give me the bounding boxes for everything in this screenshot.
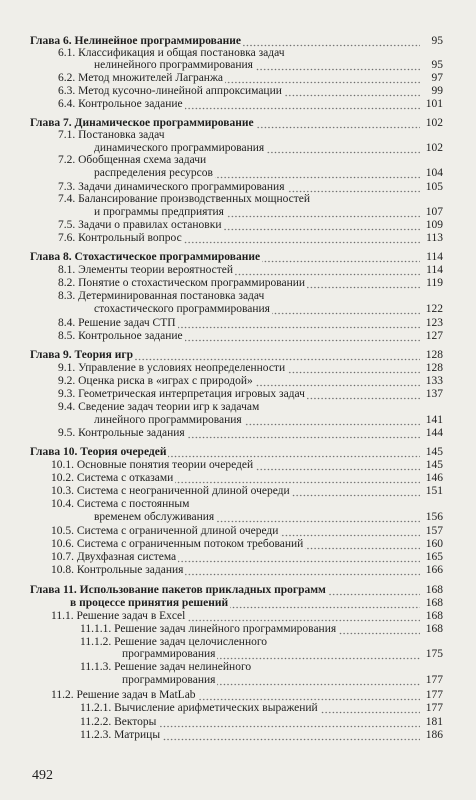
entry-title: 7.1. Постановка задач [58, 129, 165, 141]
entry-title: 10.7. Двухфазная система [51, 551, 177, 563]
entry-title: 10.4. Система с постоянным [51, 498, 190, 510]
entry-title: 11.1. Решение задач в Excel [51, 610, 186, 622]
entry-page-number: 122 [425, 303, 443, 315]
entry-title: 9.1. Управление в условиях неопределенности [58, 362, 286, 374]
entry-title: 6.1. Классификация и общая постановка задач [58, 47, 285, 59]
entry-page-number: 104 [425, 167, 443, 179]
entry-title: Глава 10. Теория очередей [30, 446, 167, 458]
entry-page-number: 114 [426, 264, 443, 276]
entry-title: 8.4. Решение задач СТП [58, 317, 176, 329]
page-number: 492 [32, 768, 53, 783]
entry-page-number: 105 [425, 181, 443, 193]
entry-title: линейного программирования [94, 414, 242, 426]
entry-page-number: 107 [425, 206, 443, 218]
entry-page-number: 177 [425, 702, 443, 714]
entry-title: 11.2.2. Векторы [80, 716, 157, 728]
entry-title: Глава 8. Стохастическое программирование [30, 251, 261, 263]
entry-page-number: 99 [431, 85, 443, 97]
entry-page-number: 145 [425, 446, 443, 458]
entry-title: распределения ресурсов [94, 167, 213, 179]
entry-title: Глава 7. Динамическое программирование [30, 117, 254, 129]
entry-title: 7.3. Задачи динамического программирования [58, 181, 285, 193]
entry-page-number: 141 [425, 414, 443, 426]
entry-page-number: 114 [426, 251, 443, 263]
entry-title: Глава 6. Нелинейное программирование [30, 35, 242, 47]
entry-page-number: 156 [425, 511, 443, 523]
entry-page-number: 128 [425, 362, 443, 374]
entry-title: 10.2. Система с отказами [51, 472, 174, 484]
entry-title: 9.4. Сведение задач теории игр к задачам [58, 401, 260, 413]
entry-page-number: 101 [425, 98, 443, 110]
entry-title: 10.8. Контрольные задания [51, 564, 184, 576]
entry-title: 9.2. Оценка риска в «играх с природой» [58, 375, 253, 387]
entry-page-number: 160 [425, 538, 443, 550]
entry-title: 10.6. Система с ограниченным потоком требований [51, 538, 304, 550]
entry-title: 8.5. Контрольное задание [58, 330, 183, 342]
entry-page-number: 181 [425, 716, 443, 728]
entry-page-number: 119 [426, 277, 443, 289]
entry-title: 9.3. Геометрическая интерпретация игровых задач [58, 388, 305, 400]
entry-page-number: 177 [425, 689, 443, 701]
entry-page-number: 168 [425, 623, 443, 635]
entry-page-number: 177 [425, 674, 443, 686]
entry-title: 11.1.1. Решение задач линейного программирования [80, 623, 337, 635]
entry-page-number: 133 [425, 375, 443, 387]
entry-title: 6.2. Метод множителей Лагранжа [58, 72, 223, 84]
entry-page-number: 168 [425, 610, 443, 622]
entry-title: 7.5. Задачи о правилах остановки [58, 219, 222, 231]
entry-title: динамического программирования [94, 142, 265, 154]
entry-title: 6.4. Контрольное задание [58, 98, 183, 110]
entry-page-number: 166 [425, 564, 443, 576]
entry-title: 7.6. Контрольный вопрос [58, 232, 182, 244]
entry-page-number: 146 [425, 472, 443, 484]
entry-title: стохастического программирования [94, 303, 270, 315]
entry-title: 9.5. Контрольные задания [58, 427, 185, 439]
entry-title: программирования [122, 674, 216, 686]
entry-page-number: 128 [425, 349, 443, 361]
entry-title: 11.2.3. Матрицы [80, 729, 161, 741]
entry-title: 11.2. Решение задач в MatLab [51, 689, 196, 701]
entry-title: 7.2. Обобщенная схема задачи [58, 154, 207, 166]
entry-page-number: 157 [425, 525, 443, 537]
entry-page-number: 97 [431, 72, 443, 84]
entry-title: в процессе принятия решений [70, 597, 229, 609]
entry-title: нелинейного программирования [94, 59, 253, 71]
entry-page-number: 109 [425, 219, 443, 231]
entry-title: 11.1.2. Решение задач целочисленного [80, 636, 268, 648]
entry-page-number: 145 [425, 459, 443, 471]
entry-title: временем обслуживания [94, 511, 215, 523]
entry-page-number: 137 [425, 388, 443, 400]
entry-page-number: 168 [425, 597, 443, 609]
entry-page-number: 186 [425, 729, 443, 741]
entry-page-number: 123 [425, 317, 443, 329]
entry-title: 11.2.1. Вычисление арифметических выражений [80, 702, 318, 714]
entry-title: 10.3. Система с неограниченной длиной очереди [51, 485, 290, 497]
entry-title: программирования [122, 648, 216, 660]
entry-title: Глава 11. Использование пакетов прикладных программ [30, 584, 326, 596]
entry-page-number: 95 [431, 59, 443, 71]
entry-page-number: 144 [425, 427, 443, 439]
entry-page-number: 102 [425, 117, 443, 129]
entry-title: 8.3. Детерминированная постановка задач [58, 290, 265, 302]
entry-title: Глава 9. Теория игр [30, 349, 134, 361]
entry-page-number: 175 [425, 648, 443, 660]
entry-page-number: 102 [425, 142, 443, 154]
entry-title: 6.3. Метод кусочно-линейной аппроксимации [58, 85, 282, 97]
entry-page-number: 127 [425, 330, 443, 342]
entry-page-number: 168 [425, 584, 443, 596]
entry-title: и программы предприятия [94, 206, 224, 218]
entry-page-number: 95 [431, 35, 443, 47]
entry-title: 7.4. Балансирование производственных мощностей [58, 193, 311, 205]
entry-title: 11.1.3. Решение задач нелинейного [80, 661, 252, 673]
entry-title: 10.1. Основные понятия теории очередей [51, 459, 254, 471]
entry-title: 8.2. Понятие о стохастическом программировании [58, 277, 306, 289]
entry-page-number: 113 [426, 232, 443, 244]
entry-page-number: 165 [425, 551, 443, 563]
entry-title: 8.1. Элементы теории вероятностей [58, 264, 234, 276]
entry-title: 10.5. Система с ограниченной длиной очереди [51, 525, 279, 537]
entry-page-number: 151 [425, 485, 443, 497]
